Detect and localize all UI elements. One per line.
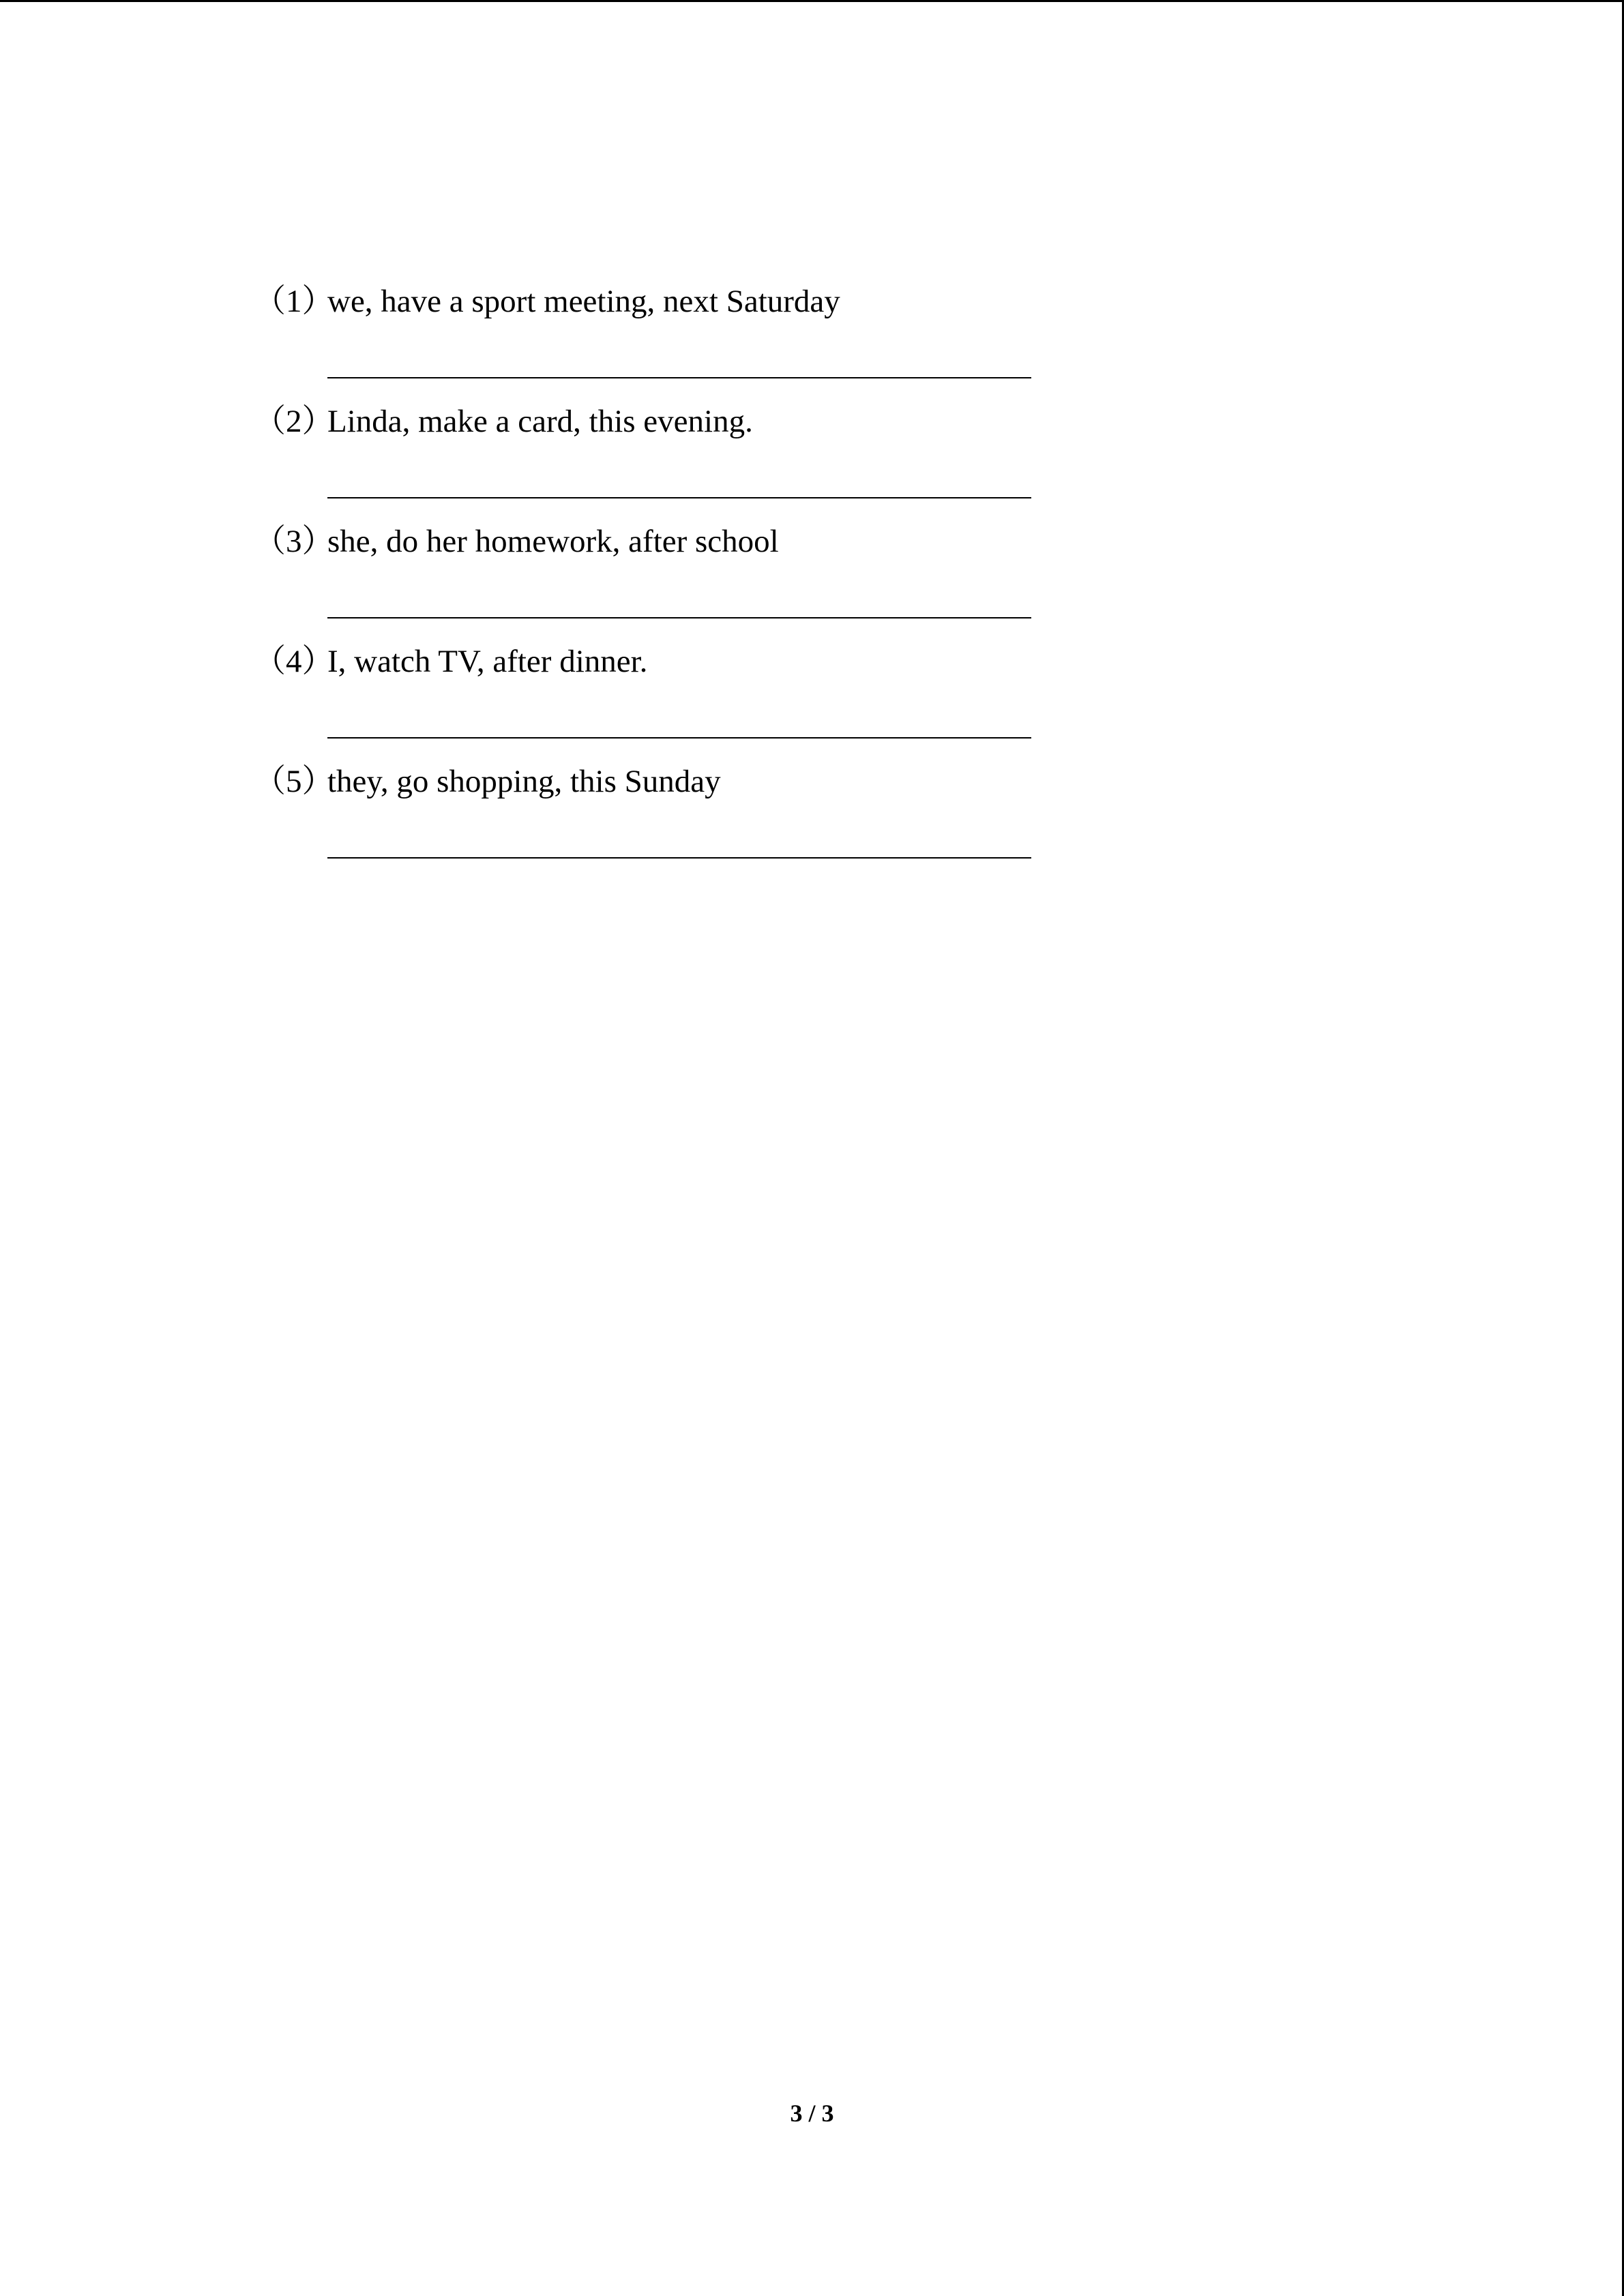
question-item: [254, 513, 1140, 633]
question-line: [254, 401, 753, 442]
question-line: [254, 641, 647, 682]
question-line: [254, 521, 779, 562]
question-item: [254, 273, 1140, 393]
question-line: [254, 761, 721, 802]
question-number: （4）: [254, 644, 334, 679]
answer-blank[interactable]: [327, 617, 1031, 618]
question-list: [254, 273, 1140, 873]
question-number: （3）: [254, 524, 334, 559]
question-item: [254, 393, 1140, 513]
question-number: （2）: [254, 404, 334, 439]
question-text: they, go shopping, this Sunday: [327, 764, 721, 799]
answer-blank[interactable]: [327, 377, 1031, 378]
question-text: I, watch TV, after dinner.: [327, 644, 648, 679]
question-line: [254, 281, 840, 322]
page-border-top: [0, 0, 1624, 2]
question-number: （1）: [254, 284, 334, 319]
answer-blank[interactable]: [327, 737, 1031, 739]
page-number: 3 / 3: [790, 2100, 834, 2127]
question-text: Linda, make a card, this evening.: [327, 404, 753, 439]
answer-blank[interactable]: [327, 857, 1031, 859]
question-item: [254, 633, 1140, 753]
question-text: she, do her homework, after school: [327, 524, 779, 559]
answer-blank[interactable]: [327, 497, 1031, 498]
question-number: （5）: [254, 764, 334, 799]
question-item: [254, 753, 1140, 873]
question-text: we, have a sport meeting, next Saturday: [327, 284, 840, 319]
